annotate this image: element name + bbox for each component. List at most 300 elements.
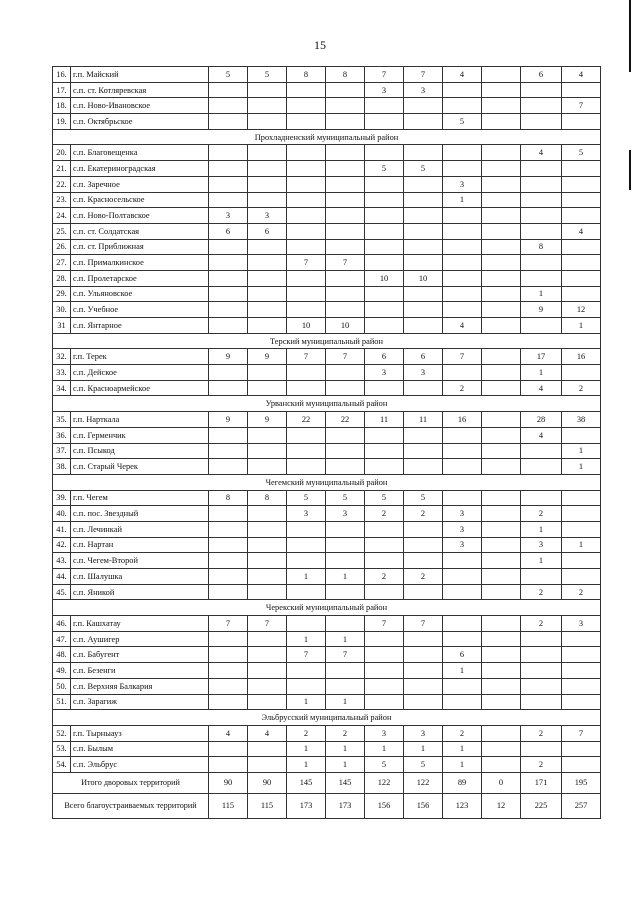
table-row — [53, 286, 601, 302]
row-number: 35. — [53, 412, 71, 428]
total-value-cell: 89 — [443, 772, 482, 793]
row-number: 45. — [53, 584, 71, 600]
value-cell: 1 — [365, 741, 404, 757]
district-title: Урванский муниципальный район — [53, 396, 601, 412]
value-cell — [562, 208, 601, 224]
value-cell — [562, 176, 601, 192]
value-cell: 2 — [365, 569, 404, 585]
table-row — [53, 114, 601, 130]
table-row — [53, 521, 601, 537]
settlement-name: с.п. Пролетарское — [71, 270, 209, 286]
table-row — [53, 380, 601, 396]
value-cell — [287, 223, 326, 239]
value-cell — [521, 741, 562, 757]
value-cell — [365, 443, 404, 459]
value-cell: 10 — [287, 318, 326, 334]
row-number: 33. — [53, 365, 71, 381]
value-cell: 2 — [521, 584, 562, 600]
value-cell — [562, 663, 601, 679]
value-cell — [443, 459, 482, 475]
value-cell — [209, 694, 248, 710]
value-cell — [482, 427, 521, 443]
value-cell: 3 — [443, 521, 482, 537]
value-cell — [248, 663, 287, 679]
value-cell — [562, 553, 601, 569]
settlement-name: с.п. Старый Черек — [71, 459, 209, 475]
value-cell: 22 — [287, 412, 326, 428]
value-cell — [482, 443, 521, 459]
value-cell — [443, 616, 482, 632]
value-cell — [365, 318, 404, 334]
row-number: 42. — [53, 537, 71, 553]
total-value-cell: 90 — [248, 772, 287, 793]
value-cell — [209, 678, 248, 694]
value-cell: 5 — [248, 67, 287, 83]
value-cell — [521, 82, 562, 98]
value-cell — [521, 208, 562, 224]
settlement-name: с.п. Чегем-Второй — [71, 553, 209, 569]
value-cell — [521, 490, 562, 506]
value-cell — [482, 286, 521, 302]
row-number: 31 — [53, 318, 71, 334]
value-cell — [248, 506, 287, 522]
settlement-name: г.п. Тырныауз — [71, 725, 209, 741]
value-cell: 10 — [365, 270, 404, 286]
value-cell — [443, 569, 482, 585]
value-cell — [482, 365, 521, 381]
value-cell — [209, 286, 248, 302]
value-cell — [326, 270, 365, 286]
value-cell: 2 — [404, 569, 443, 585]
table-row — [53, 459, 601, 475]
row-number: 38. — [53, 459, 71, 475]
value-cell: 10 — [326, 318, 365, 334]
value-cell — [248, 192, 287, 208]
value-cell: 5 — [365, 490, 404, 506]
value-cell — [443, 270, 482, 286]
table-row — [53, 67, 601, 83]
total-value-cell: 257 — [562, 793, 601, 818]
value-cell — [287, 459, 326, 475]
value-cell: 4 — [521, 145, 562, 161]
row-number: 52. — [53, 725, 71, 741]
value-cell — [404, 427, 443, 443]
district-header-row — [53, 474, 601, 490]
value-cell: 22 — [326, 412, 365, 428]
value-cell — [326, 286, 365, 302]
row-number: 41. — [53, 521, 71, 537]
value-cell — [287, 239, 326, 255]
margin-mark — [629, 0, 631, 72]
value-cell — [248, 380, 287, 396]
value-cell — [404, 521, 443, 537]
value-cell: 8 — [326, 67, 365, 83]
value-cell: 3 — [443, 506, 482, 522]
value-cell: 3 — [365, 725, 404, 741]
value-cell: 7 — [326, 255, 365, 271]
value-cell: 8 — [209, 490, 248, 506]
value-cell — [482, 82, 521, 98]
value-cell — [326, 239, 365, 255]
table-row — [53, 490, 601, 506]
row-number: 49. — [53, 663, 71, 679]
value-cell — [326, 223, 365, 239]
value-cell — [404, 255, 443, 271]
value-cell — [248, 365, 287, 381]
value-cell: 1 — [326, 741, 365, 757]
table-row — [53, 239, 601, 255]
value-cell: 17 — [521, 349, 562, 365]
table-row — [53, 584, 601, 600]
value-cell: 28 — [521, 412, 562, 428]
value-cell — [209, 506, 248, 522]
total-value-cell: 123 — [443, 793, 482, 818]
value-cell — [209, 553, 248, 569]
value-cell: 3 — [365, 365, 404, 381]
row-number: 50. — [53, 678, 71, 694]
value-cell: 1 — [562, 459, 601, 475]
value-cell — [248, 694, 287, 710]
value-cell: 3 — [248, 208, 287, 224]
value-cell: 3 — [209, 208, 248, 224]
row-number: 48. — [53, 647, 71, 663]
value-cell — [443, 145, 482, 161]
value-cell — [248, 569, 287, 585]
value-cell: 7 — [562, 98, 601, 114]
value-cell: 3 — [404, 725, 443, 741]
value-cell — [521, 647, 562, 663]
value-cell — [482, 318, 521, 334]
value-cell — [562, 365, 601, 381]
value-cell — [482, 616, 521, 632]
table-row — [53, 616, 601, 632]
settlement-name: с.п. Лечинкай — [71, 521, 209, 537]
table-row — [53, 443, 601, 459]
value-cell — [365, 553, 404, 569]
district-title: Черекский муниципальный район — [53, 600, 601, 616]
row-number: 16. — [53, 67, 71, 83]
row-number: 29. — [53, 286, 71, 302]
value-cell — [404, 678, 443, 694]
value-cell: 1 — [287, 569, 326, 585]
value-cell — [209, 302, 248, 318]
settlement-name: с.п. Аушигер — [71, 631, 209, 647]
value-cell — [248, 443, 287, 459]
value-cell — [209, 427, 248, 443]
value-cell — [209, 537, 248, 553]
value-cell: 1 — [443, 757, 482, 773]
row-number: 21. — [53, 161, 71, 177]
value-cell — [248, 318, 287, 334]
value-cell: 38 — [562, 412, 601, 428]
table-row — [53, 192, 601, 208]
settlement-name: с.п. Эльбрус — [71, 757, 209, 773]
value-cell — [482, 459, 521, 475]
value-cell — [482, 553, 521, 569]
district-title: Терский муниципальный район — [53, 333, 601, 349]
table-row — [53, 208, 601, 224]
value-cell — [443, 286, 482, 302]
value-cell: 5 — [404, 161, 443, 177]
value-cell: 1 — [443, 663, 482, 679]
value-cell: 1 — [521, 286, 562, 302]
settlement-name: г.п. Нарткала — [71, 412, 209, 428]
value-cell: 5 — [562, 145, 601, 161]
value-cell: 5 — [404, 490, 443, 506]
value-cell — [248, 521, 287, 537]
value-cell — [248, 239, 287, 255]
value-cell — [443, 631, 482, 647]
value-cell: 4 — [562, 223, 601, 239]
row-number: 43. — [53, 553, 71, 569]
value-cell — [562, 757, 601, 773]
table-row — [53, 365, 601, 381]
value-cell — [404, 239, 443, 255]
value-cell: 6 — [248, 223, 287, 239]
value-cell — [562, 569, 601, 585]
settlement-name: с.п. ст. Солдатская — [71, 223, 209, 239]
value-cell — [365, 584, 404, 600]
value-cell: 1 — [326, 569, 365, 585]
value-cell — [365, 302, 404, 318]
value-cell: 3 — [562, 616, 601, 632]
value-cell — [404, 114, 443, 130]
value-cell — [443, 584, 482, 600]
table-row — [53, 757, 601, 773]
value-cell — [482, 757, 521, 773]
value-cell — [443, 678, 482, 694]
value-cell — [287, 82, 326, 98]
value-cell — [562, 239, 601, 255]
table-row — [53, 255, 601, 271]
value-cell — [209, 631, 248, 647]
value-cell: 1 — [521, 521, 562, 537]
value-cell — [521, 161, 562, 177]
value-cell — [248, 631, 287, 647]
value-cell — [482, 412, 521, 428]
value-cell — [326, 82, 365, 98]
value-cell: 1 — [326, 694, 365, 710]
row-number: 28. — [53, 270, 71, 286]
value-cell — [248, 302, 287, 318]
settlement-name: с.п. Ново-Полтавское — [71, 208, 209, 224]
value-cell — [209, 569, 248, 585]
row-number: 53. — [53, 741, 71, 757]
value-cell: 3 — [443, 537, 482, 553]
value-cell — [326, 302, 365, 318]
value-cell — [287, 537, 326, 553]
value-cell — [482, 176, 521, 192]
row-number: 30. — [53, 302, 71, 318]
value-cell — [287, 553, 326, 569]
value-cell — [404, 584, 443, 600]
table-row — [53, 725, 601, 741]
value-cell: 16 — [562, 349, 601, 365]
value-cell — [287, 584, 326, 600]
value-cell: 11 — [404, 412, 443, 428]
value-cell — [404, 302, 443, 318]
value-cell — [365, 145, 404, 161]
table-row — [53, 678, 601, 694]
value-cell — [443, 443, 482, 459]
value-cell — [562, 82, 601, 98]
total-label: Всего благоустраиваемых территорий — [53, 793, 209, 818]
value-cell: 1 — [287, 631, 326, 647]
value-cell — [521, 663, 562, 679]
district-header-row — [53, 333, 601, 349]
settlement-name: с.п. Верхняя Балкария — [71, 678, 209, 694]
value-cell — [482, 521, 521, 537]
value-cell: 1 — [326, 631, 365, 647]
district-header-row — [53, 600, 601, 616]
value-cell — [482, 694, 521, 710]
value-cell — [287, 161, 326, 177]
value-cell: 5 — [209, 67, 248, 83]
value-cell — [287, 145, 326, 161]
value-cell: 5 — [443, 114, 482, 130]
value-cell — [482, 537, 521, 553]
row-number: 37. — [53, 443, 71, 459]
value-cell — [482, 208, 521, 224]
value-cell: 3 — [521, 537, 562, 553]
value-cell — [562, 506, 601, 522]
value-cell — [521, 678, 562, 694]
value-cell — [209, 239, 248, 255]
value-cell — [562, 647, 601, 663]
value-cell — [404, 631, 443, 647]
total-row — [53, 772, 601, 793]
value-cell — [443, 553, 482, 569]
value-cell — [521, 223, 562, 239]
value-cell — [482, 663, 521, 679]
settlement-name: с.п. Безенги — [71, 663, 209, 679]
value-cell: 4 — [248, 725, 287, 741]
settlement-name: с.п. Ульяновское — [71, 286, 209, 302]
value-cell — [287, 521, 326, 537]
value-cell — [287, 270, 326, 286]
value-cell — [209, 647, 248, 663]
table-row — [53, 82, 601, 98]
total-value-cell: 195 — [562, 772, 601, 793]
total-value-cell: 173 — [326, 793, 365, 818]
value-cell — [482, 725, 521, 741]
value-cell: 5 — [287, 490, 326, 506]
table-row — [53, 145, 601, 161]
table-row — [53, 270, 601, 286]
value-cell: 9 — [209, 349, 248, 365]
value-cell — [443, 239, 482, 255]
value-cell: 4 — [209, 725, 248, 741]
value-cell — [365, 380, 404, 396]
value-cell — [482, 490, 521, 506]
value-cell: 11 — [365, 412, 404, 428]
value-cell — [326, 161, 365, 177]
value-cell — [287, 208, 326, 224]
value-cell — [521, 443, 562, 459]
value-cell: 2 — [287, 725, 326, 741]
row-number: 22. — [53, 176, 71, 192]
value-cell: 2 — [521, 757, 562, 773]
value-cell — [404, 553, 443, 569]
row-number: 39. — [53, 490, 71, 506]
row-number: 26. — [53, 239, 71, 255]
value-cell — [326, 380, 365, 396]
value-cell — [443, 490, 482, 506]
table-body — [53, 67, 601, 819]
row-number: 19. — [53, 114, 71, 130]
value-cell: 8 — [521, 239, 562, 255]
value-cell — [443, 365, 482, 381]
value-cell: 2 — [365, 506, 404, 522]
settlement-name: с.п. Благовещенка — [71, 145, 209, 161]
value-cell — [326, 208, 365, 224]
value-cell — [521, 270, 562, 286]
value-cell — [443, 427, 482, 443]
value-cell — [365, 223, 404, 239]
value-cell — [248, 757, 287, 773]
value-cell — [287, 365, 326, 381]
value-cell: 1 — [521, 365, 562, 381]
value-cell: 1 — [326, 757, 365, 773]
value-cell — [287, 302, 326, 318]
value-cell: 1 — [443, 192, 482, 208]
value-cell — [287, 443, 326, 459]
value-cell — [482, 255, 521, 271]
table-row — [53, 663, 601, 679]
value-cell: 2 — [443, 380, 482, 396]
value-cell — [482, 98, 521, 114]
value-cell — [365, 176, 404, 192]
value-cell — [404, 663, 443, 679]
table-row — [53, 569, 601, 585]
value-cell: 6 — [209, 223, 248, 239]
value-cell — [482, 380, 521, 396]
value-cell — [248, 82, 287, 98]
value-cell — [404, 208, 443, 224]
value-cell — [365, 114, 404, 130]
value-cell — [209, 521, 248, 537]
value-cell: 2 — [562, 380, 601, 396]
value-cell — [326, 98, 365, 114]
total-value-cell: 156 — [404, 793, 443, 818]
value-cell: 7 — [365, 616, 404, 632]
value-cell — [482, 145, 521, 161]
row-number: 40. — [53, 506, 71, 522]
value-cell — [326, 427, 365, 443]
value-cell — [404, 443, 443, 459]
total-label: Итого дворовых территорий — [53, 772, 209, 793]
value-cell: 1 — [562, 318, 601, 334]
value-cell — [326, 584, 365, 600]
row-number: 18. — [53, 98, 71, 114]
row-number: 23. — [53, 192, 71, 208]
value-cell — [521, 569, 562, 585]
value-cell — [482, 114, 521, 130]
value-cell — [326, 114, 365, 130]
row-number: 34. — [53, 380, 71, 396]
value-cell — [562, 192, 601, 208]
total-value-cell: 156 — [365, 793, 404, 818]
value-cell — [404, 176, 443, 192]
value-cell — [209, 365, 248, 381]
total-value-cell: 90 — [209, 772, 248, 793]
value-cell — [443, 98, 482, 114]
district-title: Прохладненский муниципальный район — [53, 129, 601, 145]
value-cell — [365, 459, 404, 475]
table-row — [53, 412, 601, 428]
value-cell: 1 — [443, 741, 482, 757]
table-row — [53, 631, 601, 647]
